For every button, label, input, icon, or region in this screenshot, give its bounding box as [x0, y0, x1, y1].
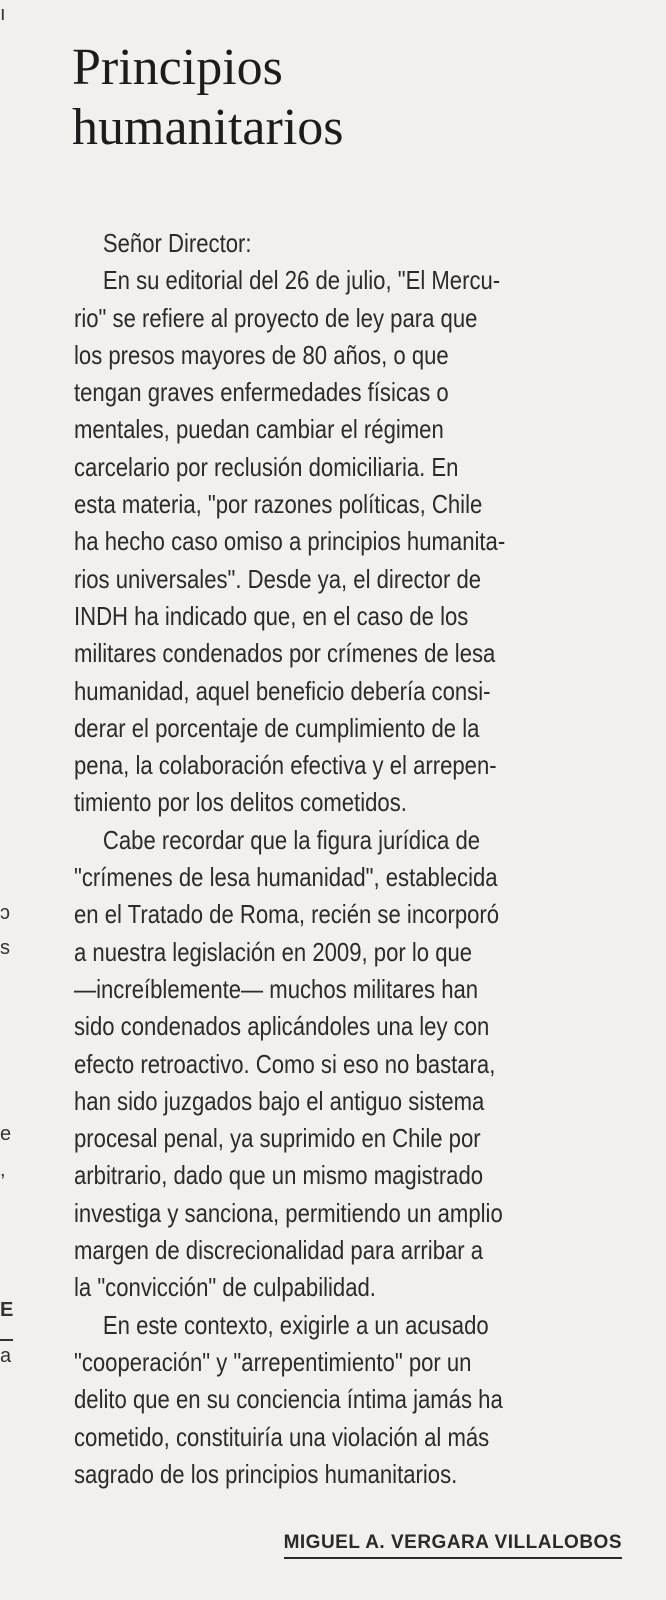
margin-fragment: a	[0, 1345, 12, 1367]
paragraph-2: Cabe recordar que la figura jurídica de "crímenes de lesa humanidad", establecida en el Tratado de Roma, recién se incorporó a nuestra legislación en 2009, por lo que —increíblemente— muchos militares han sido condenados aplicándoles una ley con efecto retroactivo. Como si eso no bastara, han sido juzgados bajo el antiguo sistema procesal penal, ya suprimido en Chile por arbitrario, dado que un mismo magistrado investiga y sanciona, permitiendo un amplio margen de discrecionalidad para arribar a la "convicción" de culpabilidad.	[74, 824, 503, 1303]
title-line-2: humanitarios	[72, 99, 344, 156]
margin-fragment: E	[0, 1299, 14, 1321]
margin-fragment: ɔ	[0, 902, 10, 924]
margin-fragment: s	[0, 937, 10, 959]
margin-fragment: ı	[0, 3, 6, 25]
paragraph-3: En este contexto, exigirle a un acusado "cooperación" y "arrepentimiento" por un delito que en su conciencia íntima jamás ha cometido, constituiría una violación al más sagrado de los principios humanitarios.	[74, 1309, 503, 1489]
author-signature: MIGUEL A. VERGARA VILLALOBOS	[284, 1532, 622, 1559]
margin-rule	[0, 1339, 13, 1341]
title-line-1: Principios	[72, 39, 283, 96]
margin-fragment: ,	[0, 1159, 6, 1181]
paragraph-1: En su editorial del 26 de julio, "El Mercu- rio" se refiere al proyecto de ley para que los presos mayores de 80 años, o que tengan graves enfermedades físicas o mentales, puedan cambiar el régimen carcelario por reclusión domiciliaria. En esta materia, "por razones políticas, Chile ha hecho caso omiso a principios humanita- rios universales". Desde ya, el director de INDH ha indicado que, en el caso de los militares condenados por crímenes de lesa humanidad, aquel beneficio debería consi- derar el porcentaje de cumplimiento de la pena, la colaboración efectiva y el arrepen- timiento por los delitos cometidos.	[74, 265, 506, 818]
left-margin-clipped-text	[0, 0, 16, 1600]
letter-body	[74, 225, 622, 1493]
article-title	[72, 38, 632, 158]
margin-fragment: e	[0, 1123, 12, 1145]
salutation: Señor Director:	[102, 228, 252, 258]
